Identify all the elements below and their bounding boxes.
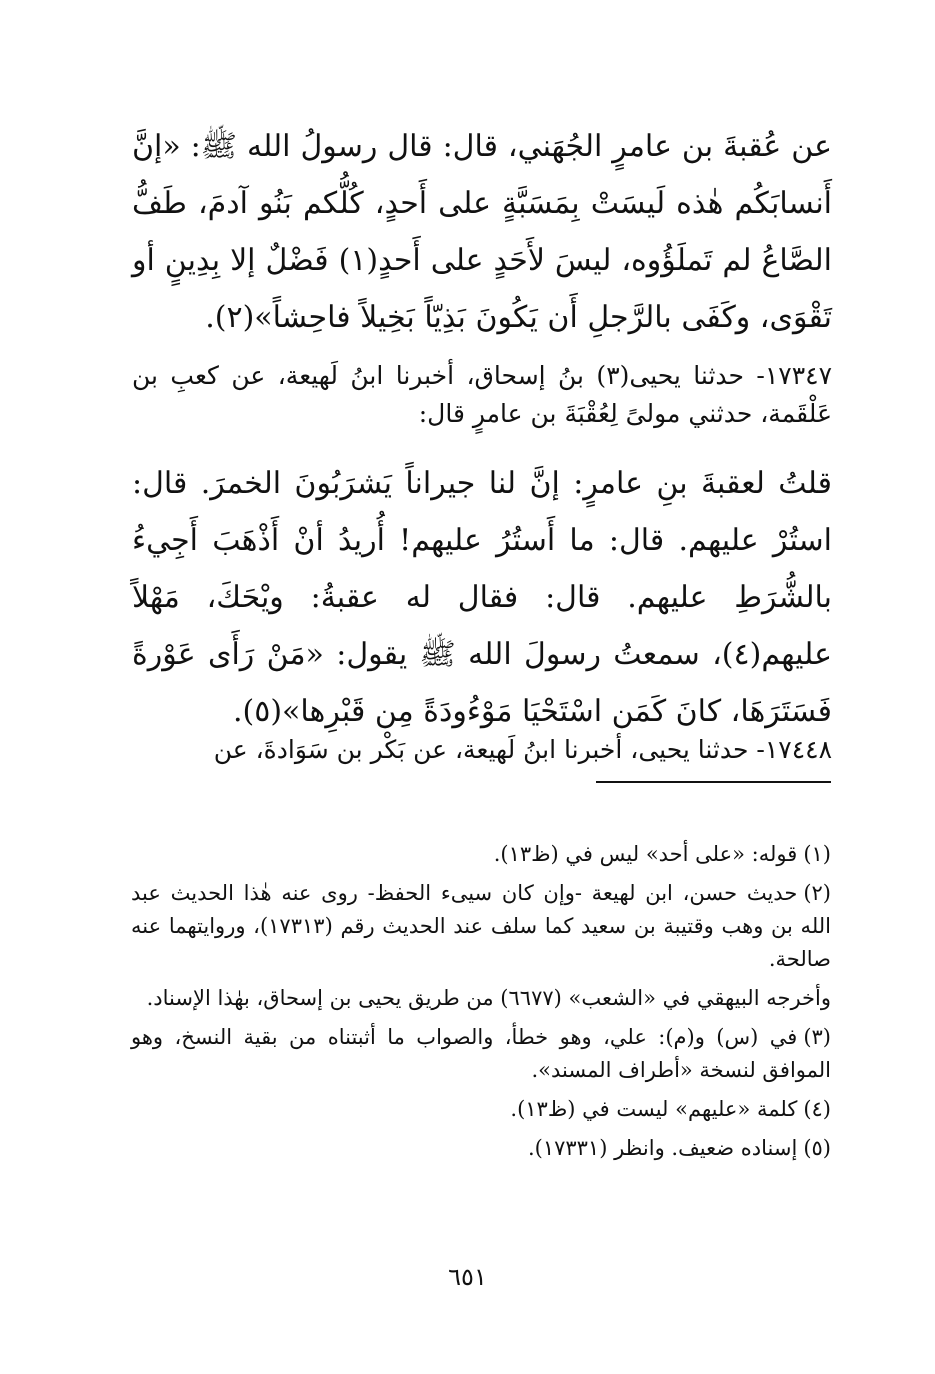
- page-number: ٦٥١: [448, 1263, 487, 1291]
- footnote-number: (٣): [803, 1025, 831, 1049]
- footnote-divider: [596, 781, 831, 783]
- footnote-1: [131, 838, 831, 871]
- footnote-text: في (س) و(م): علي، وهو خطأ، والصواب ما أثبتناه من بقية النسخ، وهو الموافق لنسخة «أطراف المسند».: [131, 1025, 831, 1082]
- footnote-number: (٢): [803, 881, 831, 905]
- footnote-text: حديث حسن، ابن لهيعة -وإن كان سيىء الحفظ- روى عنه هٰذا الحديث عبد الله بن وهب وقتيبة بن سعيد كما سلف عند الحديث رقم (١٧٣١٣)، وروايتهما عنه صالحة.: [131, 881, 832, 971]
- footnote-3: [131, 1021, 831, 1087]
- footnote-number: (٥): [803, 1136, 831, 1160]
- footnote-number: (٤): [803, 1097, 831, 1121]
- footnote-text: كلمة «عليهم» ليست في (ظ١٣).: [510, 1097, 798, 1121]
- hadith-17347-isnad: ١٧٣٤٧- حدثنا يحيى(٣) بنُ إسحاق، أخبرنا ابنُ لَهيعة، عن كعبِ بن عَلْقَمة، حدثني مولىً لِعُقْبَةَ بن عامرٍ قال:: [132, 361, 832, 428]
- paragraph-hadith-17347-text: قلتُ لعقبةَ بنِ عامرٍ: إنَّ لنا جيراناً يَشرَبُونَ الخمرَ. قال: استُرْ عليهم. قال: ما أَستُرُ عليهم! أُريدُ أنْ أَذْهَبَ أَجِيءُ بالشُّرَطِ عليهم. قال: فقال له عقبةُ: ويْحَكَ، مَهْلاً عليهم(٤)، سمعتُ رسولَ الله ﷺ يقول: «مَنْ رَأَى عَوْرةً فَسَتَرَهَا، كانَ كَمَن اسْتَحْيَا مَوْءُودَةً مِن قَبْرِها»(٥).: [132, 466, 832, 729]
- footnote-number: (١): [803, 842, 831, 866]
- footnote-text: إسناده ضعيف. وانظر (١٧٣٣١).: [527, 1136, 798, 1160]
- footnotes-section: [131, 838, 831, 1171]
- paragraph-hadith-continuation: عن عُقبةَ بن عامرٍ الجُهَني، قال: قال رسولُ الله ﷺ: «إنَّ أَنسابَكُم هٰذه لَيسَتْ بِمَسَبَّةٍ على أَحدٍ، كُلُّكم بَنُو آدمَ، طَفُّ الصَّاعُ لم تَملَؤُوه، ليسَ لأَحَدٍ على أَحدٍ(١) فَضْلٌ إلا بِدِينٍ أو تَقْوَى، وكَفَى بالرَّجلِ أَن يَكُونَ بَذِيّاً بَخِيلاً فاحِشاً»(٢).: [132, 129, 832, 335]
- footnote-text: قوله: «على أحد» ليس في (ظ١٣).: [493, 842, 798, 866]
- footnote-text: وأخرجه البيهقي في «الشعب» (٦٦٧٧) من طريق يحيى بن إسحاق، بهٰذا الإسناد.: [146, 986, 831, 1010]
- hadith-17448-isnad: ١٧٤٤٨- حدثنا يحيى، أخبرنا ابنُ لَهيعة، عن بَكْر بن سَوَادةَ، عن: [213, 735, 832, 764]
- footnote-2-continuation: [131, 982, 831, 1015]
- footnote-2: [131, 877, 831, 976]
- footnote-5: [131, 1132, 831, 1165]
- footnote-4: [131, 1093, 831, 1126]
